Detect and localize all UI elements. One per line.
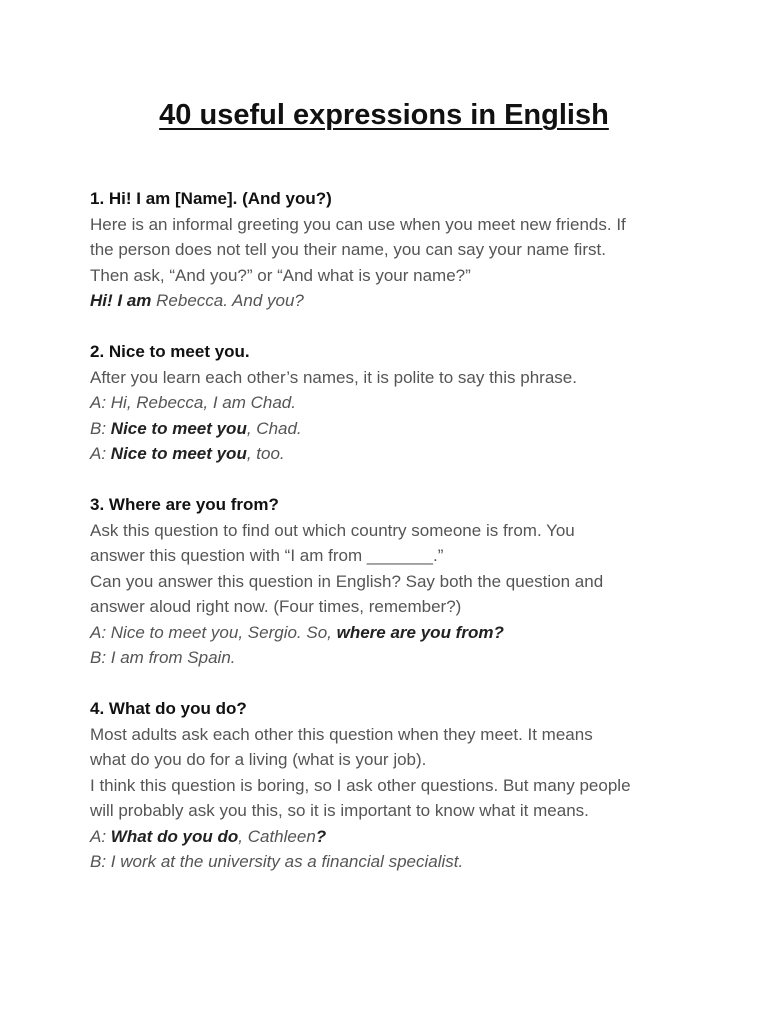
section-heading: 1. Hi! I am [Name]. (And you?): [90, 189, 332, 208]
body-line: will probably ask you this, so it is important to know what it means.: [90, 801, 589, 820]
body-line: Here is an informal greeting you can use when you meet new friends. If: [90, 214, 626, 234]
body-line: Most adults ask each other this question when they meet. It means: [90, 724, 593, 744]
section-2: [90, 339, 750, 467]
dialogue-rest: , too.: [246, 444, 285, 463]
example-phrase: Hi! I am: [90, 291, 152, 310]
example-rest: Rebecca. And you?: [151, 291, 304, 310]
document-title: 40 useful expressions in English: [159, 99, 609, 131]
dialogue-line: A: Hi, Rebecca, I am Chad.: [90, 393, 296, 412]
speaker-prefix: A:: [90, 444, 111, 463]
question-mark: ?: [315, 826, 327, 846]
body-line: answer aloud right now. (Four times, remember?): [90, 597, 462, 616]
key-phrase: What do you do: [110, 826, 239, 846]
dialogue-line: [90, 620, 750, 646]
dialogue-rest: , Chad.: [246, 418, 302, 438]
body-line: Can you answer this question in English? Say both the question and: [90, 571, 604, 591]
body-line: Then ask, “And you?” or “And what is your name?”: [90, 265, 471, 285]
section-1: [90, 186, 750, 314]
body-line: Ask this question to find out which country someone is from. You: [90, 520, 575, 540]
speaker-prefix: B:: [90, 418, 111, 438]
dialogue-line: [90, 416, 750, 442]
section-heading: 3. Where are you from?: [90, 495, 279, 514]
speaker-prefix: A: Nice to meet you, Sergio. So,: [90, 622, 337, 642]
section-heading: 2. Nice to meet you.: [90, 342, 250, 361]
document-content: [90, 186, 750, 900]
body-line: answer this question with “I am from _______.”: [90, 546, 444, 565]
section-3: [90, 492, 750, 671]
body-line: After you learn each other’s names, it is polite to say this phrase.: [90, 367, 577, 387]
body-line: the person does not tell you their name, you can say your name first.: [90, 240, 606, 259]
dialogue-rest: , Cathleen: [238, 826, 316, 846]
speaker-prefix: A:: [90, 826, 111, 846]
key-phrase: Nice to meet you: [110, 444, 247, 463]
dialogue-line: [90, 441, 750, 467]
body-line: what do you do for a living (what is your job).: [90, 750, 427, 769]
section-heading: 4. What do you do?: [90, 699, 247, 718]
body-line: I think this question is boring, so I ask other questions. But many people: [90, 775, 631, 795]
key-phrase: where are you from?: [336, 622, 504, 642]
section-4: [90, 696, 750, 875]
key-phrase: Nice to meet you: [110, 418, 247, 438]
dialogue-line: B: I am from Spain.: [90, 648, 236, 667]
dialogue-line: [90, 824, 750, 850]
dialogue-line: B: I work at the university as a financial specialist.: [90, 852, 464, 871]
example-line: [90, 288, 750, 314]
